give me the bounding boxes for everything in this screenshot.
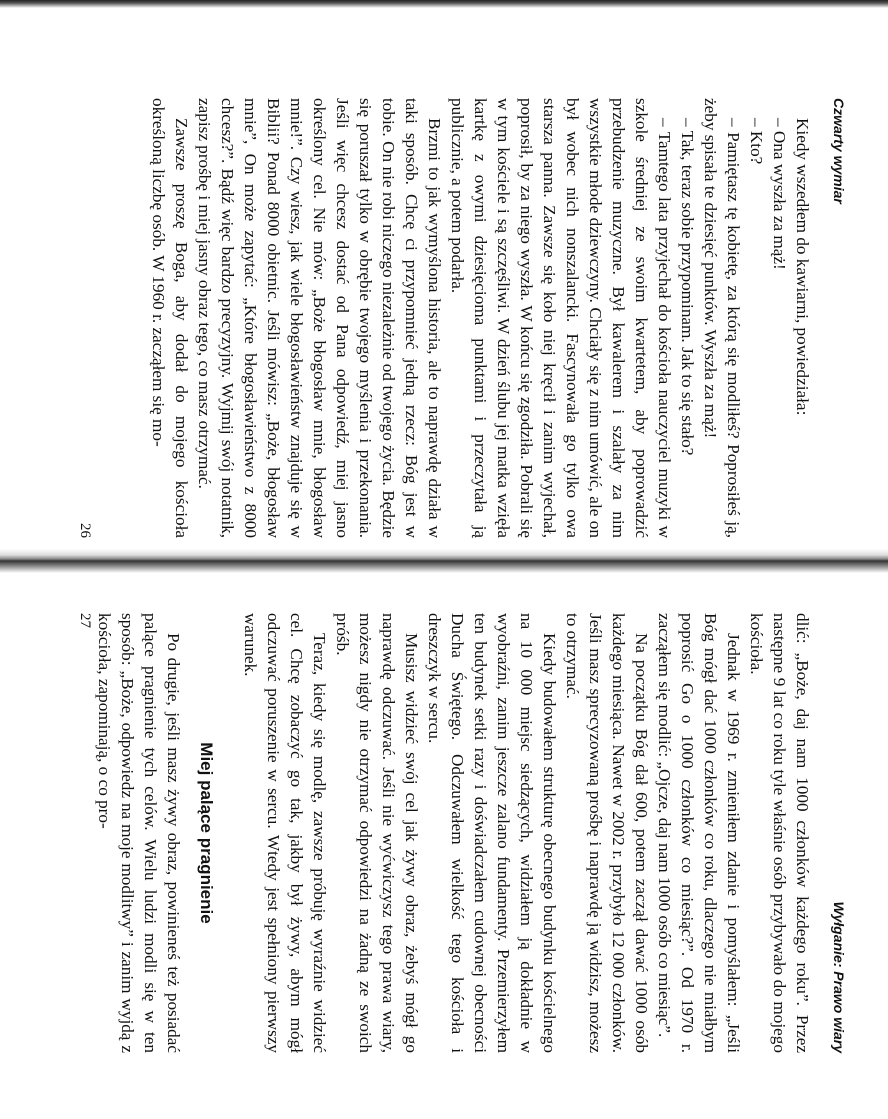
right-page-body (93, 613, 814, 1053)
paragraph: Po drugie, jeśli masz żywy obraz, powinieneś też posiadać palące pragnienie tych celów. Wielu ludzi modli się w ten sposób: „Boże, odpowiedz na moje modlitwy” i zanim wyjdą z kościoła, zapominają, o co pro- (95, 613, 183, 1053)
paragraph: Teraz, kiedy się modlę, zawsze próbuję wyraźnie widzieć cel. Chcę zobaczyć go tak, jakby był żywy, abym mógł odczuwać poruszenie w sercu. Wtedy jest spełniony pierwszy warunek. (241, 613, 329, 1053)
paragraph: Musisz widzieć swój cel jak żywy obraz, żebyś mógł go naprawdę odczuwać. Jeśli nie wyćwiczysz tego prawa wiary, możesz nigdy nie otrzymać odpowiedzi na żadną ze swoich próśb. (333, 613, 421, 1053)
paragraph: – Pamiętasz tę kobietę, za którą się modliłeś? Poprosiłeś ją, żeby spisała te dziesięć punktów. Wyszła za mąż! (701, 98, 743, 538)
paragraph: Na początku Bóg dał 600, potem zaczął dawać 1000 osób każdego miesiąca. Nawet w 2002 r. przybyło 12 000 członków. Jeśli masz sprecyzowaną prośbę i naprawdę ją widzisz, możesz to otrzymać. (563, 613, 651, 1053)
paragraph: – Tamtego lata przyjechał do kościoła nauczyciel muzyki w szkole średniej ze swoim kwartetem, aby poprowadzić przebudzenie muzyczne. Był kawalerem i szalały za nim wszystkie młode dziewczyny. Chciały się z nim umówić, ale on był wobec nich nonszalancki. Fascynowała go tylko owa starsza panna. Zawsze się koło niej kręcił i zanim wyjechał, poprosił, by za niego wyszła. W końcu się zgodziła. Pobrali się w tym kościele i są szczęśliwi. W dzień ślubu jej matka wzięła kartkę z owymi dziesięcioma punktami i przeczytała ją publicznie, a potem podarła. (448, 98, 674, 538)
left-page-body (147, 98, 814, 538)
right-page (77, 613, 850, 1053)
book-spine-gutter (0, 549, 888, 573)
running-head-left: Czwarty wymiar (831, 98, 847, 204)
section-heading: Miej palące pragnienie (197, 742, 216, 924)
left-page (77, 98, 850, 538)
paragraph: Jednak w 1969 r. zmieniłem zdanie i pomyślałem: „Jeśli Bóg mógł dać 1000 członków co roku, dlaczego nie miałbym poprosić Go o 1000 członków co miesiąc?”. Od 1970 r. zacząłem się modlić: „Ojcze, daj nam 1000 osób co miesiąc”. (655, 613, 743, 1053)
paragraph: Kiedy budowałem strukturę obecnego budynku kościelnego na 10 000 miejsc siedzących, widziałem ją dokładnie w wyobraźni, zanim jeszcze zalano fundamenty. Przemierzyłem ten budynek setki razy i doświadczałem cudownej obecności Ducha Świętego. Odczuwałem wielkość tego kościoła i dreszczyk w sercu. (425, 613, 559, 1053)
paragraph: – Ona wyszła za mąż! (770, 118, 789, 270)
scan-top-edge (0, 0, 888, 8)
paragraph: dlić: „Boże, daj nam 1000 członków każdego roku”. Przez następne 9 lat co roku tyle właśnie osób przybywało do mojego kościoła. (747, 613, 812, 1053)
paragraph: Zawsze proszę Boga, aby dodał do mojego kościoła określoną liczbę osób. W 1960 r. zacząłem się mo- (149, 98, 191, 538)
paragraph: Brzmi to jak wymyślona historia, ale to naprawdę działa w taki sposób. Chcę ci przypomnieć jedną rzecz: Bóg jest w tobie. On nie robi niczego niezależnie od twojego życia. Będzie się poruszał tylko w obrębie twojego myślenia i przekonania. Jeśli więc chcesz dostać od Pana odpowiedź, miej jasno określony cel. Nie mów: „Boże błogosław mnie, błogosław mnie!”. Czy wiesz, jak wiele błogosławieństw znajduje się w Biblii? Ponad 8000 obietnic. Jeśli mówisz: „Boże, błogosław mnie”, On może zapytać: „Które błogosławieństwo z 8000 chcesz?”. Bądź więc bardzo precyzyjny. Wyjmij swój notatnik, zapisz prośbę i miej jasny obraz tego, co masz otrzymać. (195, 98, 444, 538)
paragraph: Kiedy wszedłem do kawiarni, powiedziała: (793, 118, 812, 416)
paragraph: – Kto? (747, 118, 766, 165)
page-number-left: 26 (77, 523, 93, 538)
paragraph: – Tak, teraz sobie przypominam. Jak to się stało? (678, 118, 697, 456)
running-head-right: Wyłganie: Prawo wiary (831, 901, 847, 1053)
page-number-right: 27 (77, 613, 93, 628)
